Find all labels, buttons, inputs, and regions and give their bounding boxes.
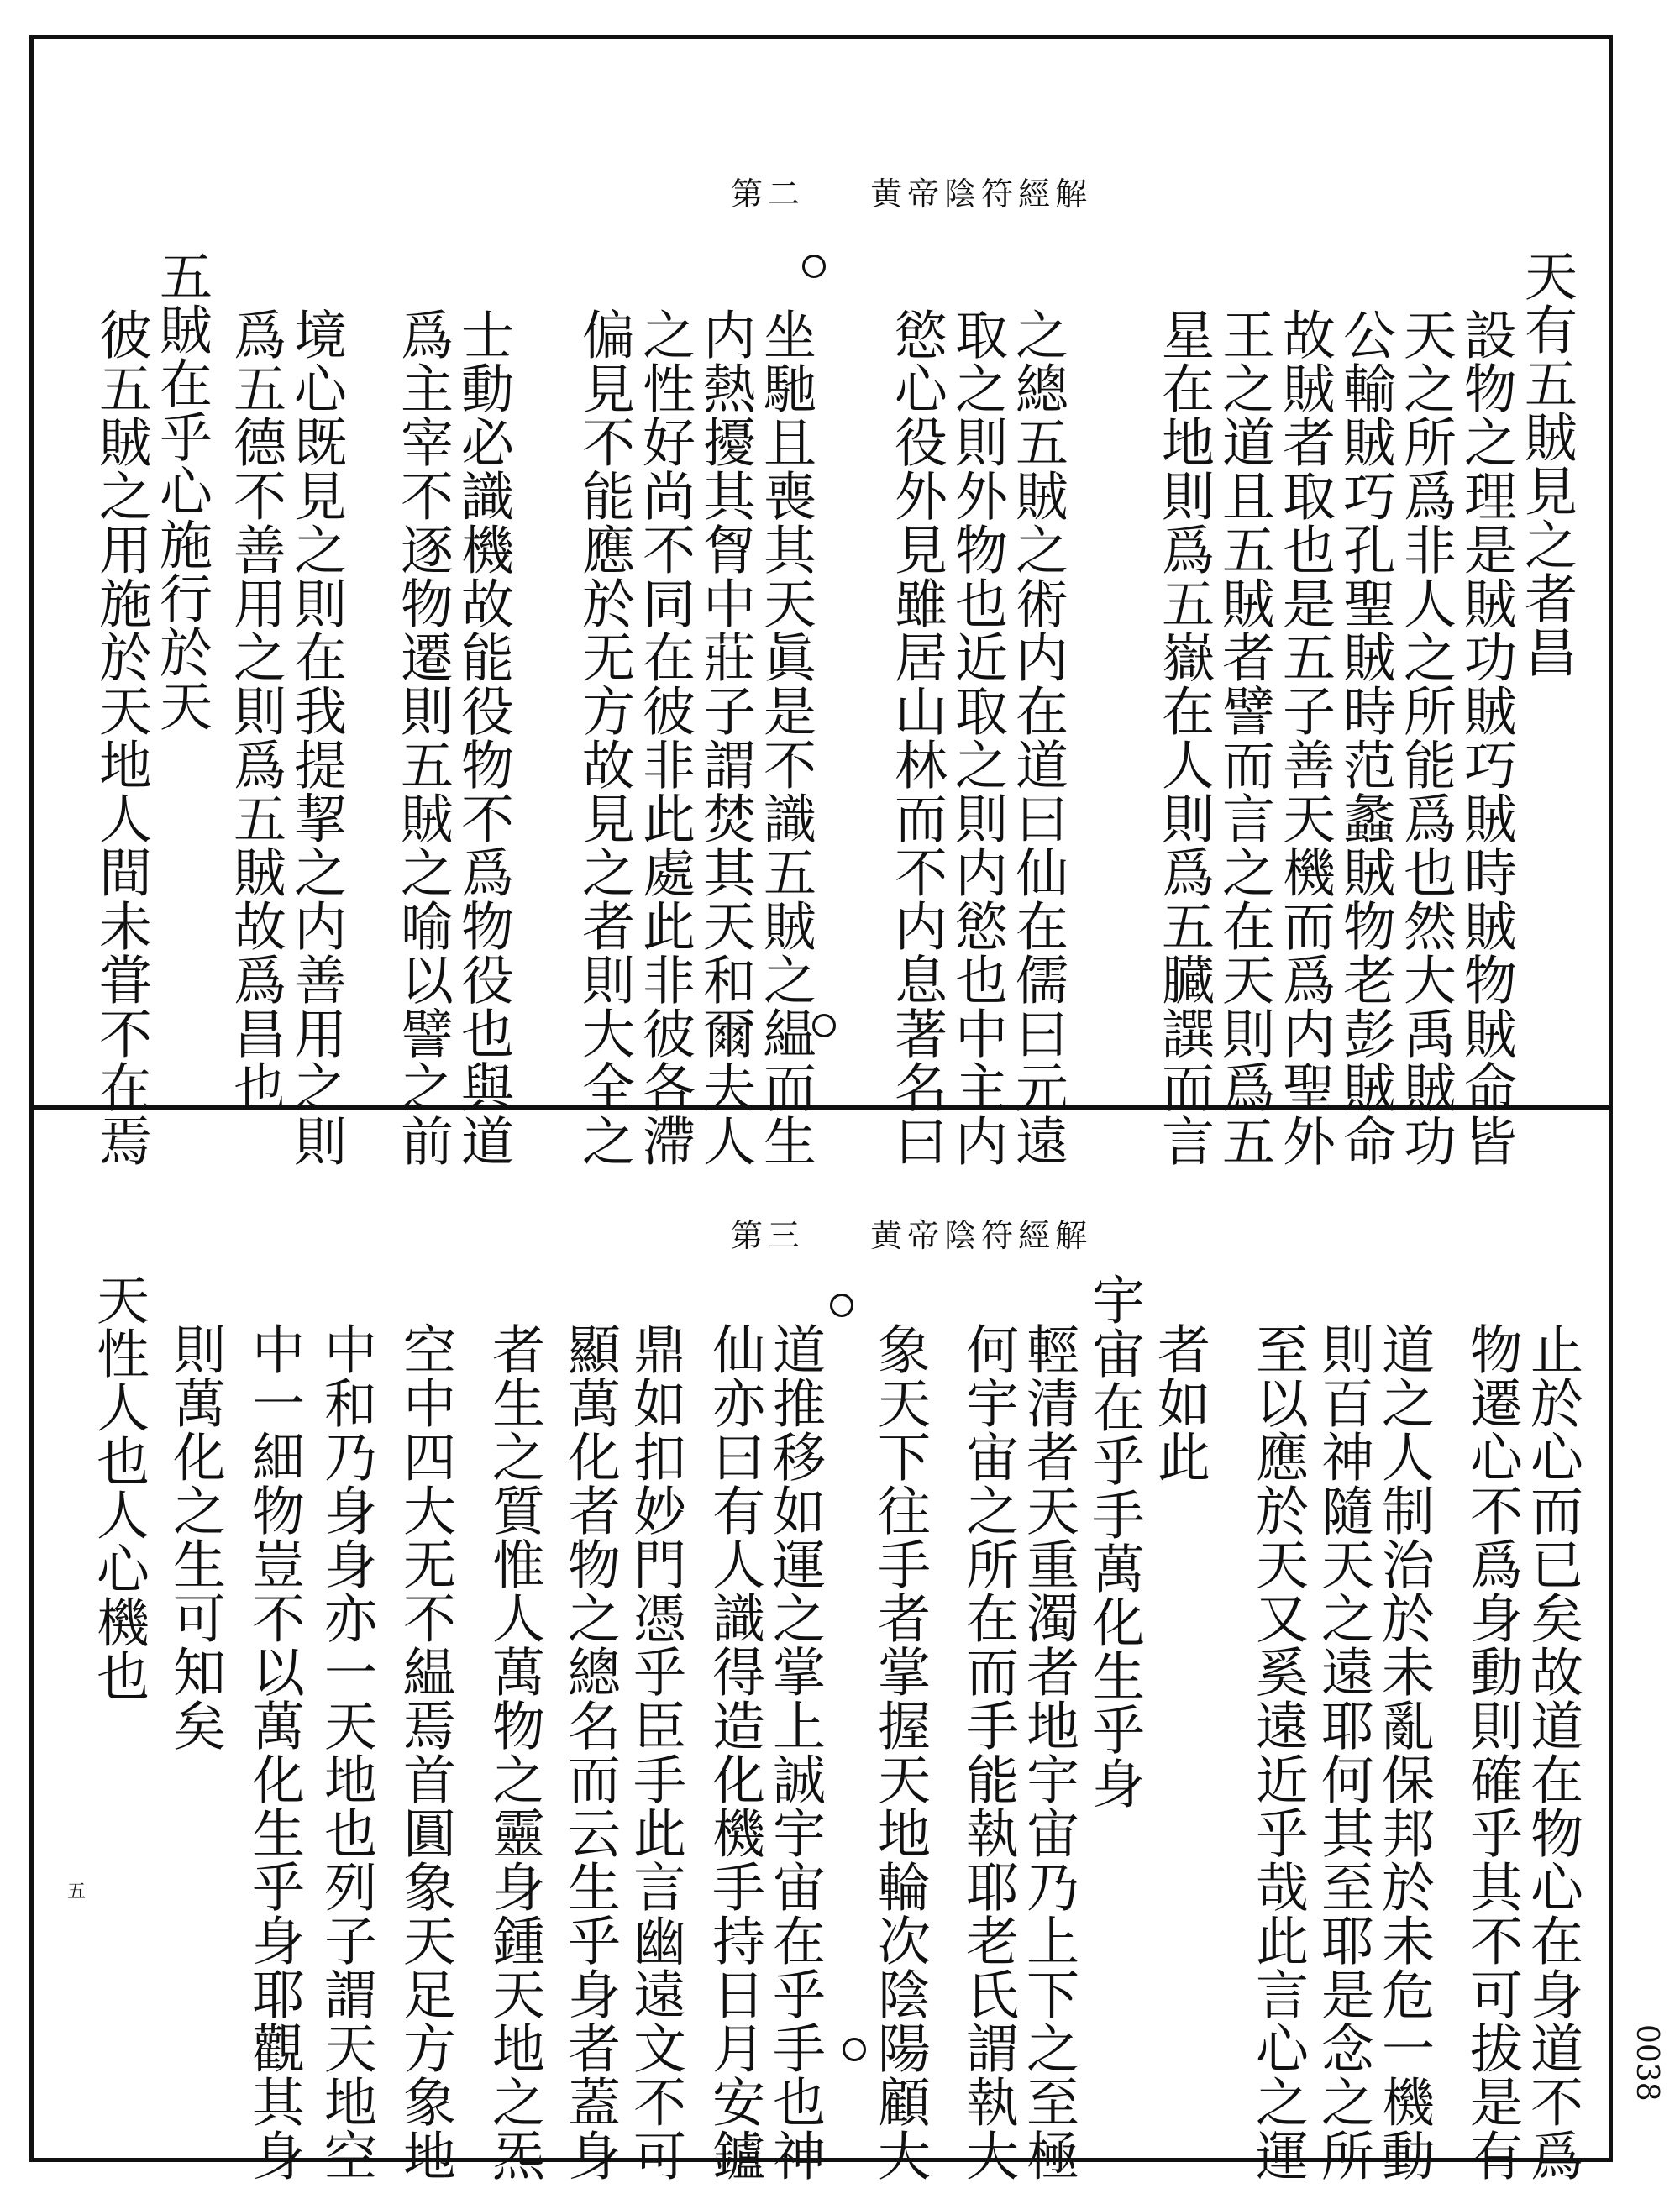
bottom-column: 則萬化之生可知矣 <box>165 1322 226 1752</box>
top-column: 取之則外物也近取之則内慾也中主内 <box>947 307 1008 1168</box>
top-column: 星在地則爲五嶽在人則爲五臓譔而言 <box>1153 307 1215 1168</box>
annotation-circle <box>802 255 826 278</box>
top-header <box>731 168 1092 214</box>
bottom-column: 道推移如運之掌上誠宇宙在乎手也神 <box>764 1322 826 2182</box>
bottom-column: 中一細物豈不以萬化生乎身耶觀其身 <box>244 1322 305 2182</box>
top-column: 坐馳且喪其天眞是不識五賊之緼而生 <box>755 307 816 1168</box>
bottom-column: 何宇宙之所在而手能執耶老氏謂執大 <box>958 1322 1019 2182</box>
top-column: 天有五賊見之者昌 <box>1516 249 1578 679</box>
bottom-column: 輕清者天重濁者地宇宙乃上下之至極 <box>1018 1322 1079 2182</box>
top-column: 之性好尚不同在彼非此處此非彼各滯 <box>634 307 696 1168</box>
top-column: 王之道且五賊者譬而言之在天則爲五 <box>1214 307 1275 1168</box>
top-column: 公輸賊巧孔聖賊時范蠡賊物老彭賊命 <box>1335 307 1396 1168</box>
bottom-column: 象天下往手者掌握天地輪次陰陽顧大 <box>869 1322 931 2182</box>
bottom-column: 仙亦曰有人識得造化機手持日月安鑪 <box>704 1322 765 2182</box>
top-column: 彼五賊之用施於天地人間未甞不在焉 <box>91 307 152 1168</box>
bottom-column: 中和乃身身亦一天地也列子謂天地空 <box>316 1322 377 2182</box>
top-column: 爲主宰不逐物遷則五賊之喻以譬之前 <box>392 307 454 1168</box>
bottom-column: 宇宙在乎手萬化生乎身 <box>1084 1273 1145 1810</box>
bottom-column: 至以應於天又奚遠近乎哉此言心之運 <box>1247 1322 1309 2182</box>
page-number: 0038 <box>1630 2024 1664 2102</box>
bottom-column: 者如此 <box>1149 1322 1210 1483</box>
top-column: 天之所爲非人之所能爲也然大禹賊功 <box>1395 307 1457 1168</box>
top-header-chapter: 第二 <box>731 176 806 213</box>
top-column: 故賊者取也是五子善天機而爲内聖外 <box>1274 307 1336 1168</box>
top-column: 五賊在乎心施行於天 <box>151 249 213 732</box>
top-header-title: 黄帝陰符經解 <box>870 176 1093 213</box>
bottom-header <box>731 1210 1092 1256</box>
top-column: 之總五賊之術内在道曰仙在儒曰元遠 <box>1007 307 1068 1168</box>
bottom-column: 顯萬化者物之總名而云生乎身者蓋身 <box>559 1322 621 2182</box>
top-column: 境心既見之則在我提挈之内善用之則 <box>286 307 347 1168</box>
top-column: 偏見不能應於无方故見之者則大全之 <box>574 307 635 1168</box>
bottom-column: 天性人也人心機也 <box>88 1273 150 1703</box>
annotation-circle <box>830 1294 853 1317</box>
bottom-column: 物遷心不爲身動則確乎其不可拔是有 <box>1462 1322 1523 2182</box>
top-column: 爲五德不善用之則爲五賊故爲昌也 <box>225 307 286 1114</box>
bottom-column: 鼎如扣妙門憑乎臣手此言幽遠文不可 <box>625 1322 686 2182</box>
bottom-header-chapter: 第三 <box>731 1217 806 1254</box>
top-column: 設物之理是賊功賊巧賊時賊物賊命皆 <box>1456 307 1517 1168</box>
annotation-circle <box>843 2038 866 2061</box>
margin-mark: 五 <box>67 1881 87 1902</box>
top-column: 士動必識機故能役物不爲物役也與道 <box>453 307 514 1168</box>
top-column: 内熱擾其胷中莊子謂焚其天和爾夫人 <box>695 307 756 1168</box>
bottom-column: 則百神隨天之遠耶何其至耶是念之所 <box>1313 1322 1374 2182</box>
bottom-column: 止於心而已矣故道在物心在身道不爲 <box>1522 1322 1583 2182</box>
bottom-column: 者生之質惟人萬物之靈身鍾天地之炁 <box>484 1322 545 2182</box>
bottom-header-title: 黄帝陰符經解 <box>870 1217 1093 1254</box>
bottom-column: 空中四大无不緼焉首圓象天足方象地 <box>395 1322 456 2182</box>
bottom-column: 道之人制治於未亂保邦於未危一機動 <box>1373 1322 1435 2182</box>
top-column: 慾心役外見雖居山林而不内息著名曰 <box>886 307 948 1168</box>
